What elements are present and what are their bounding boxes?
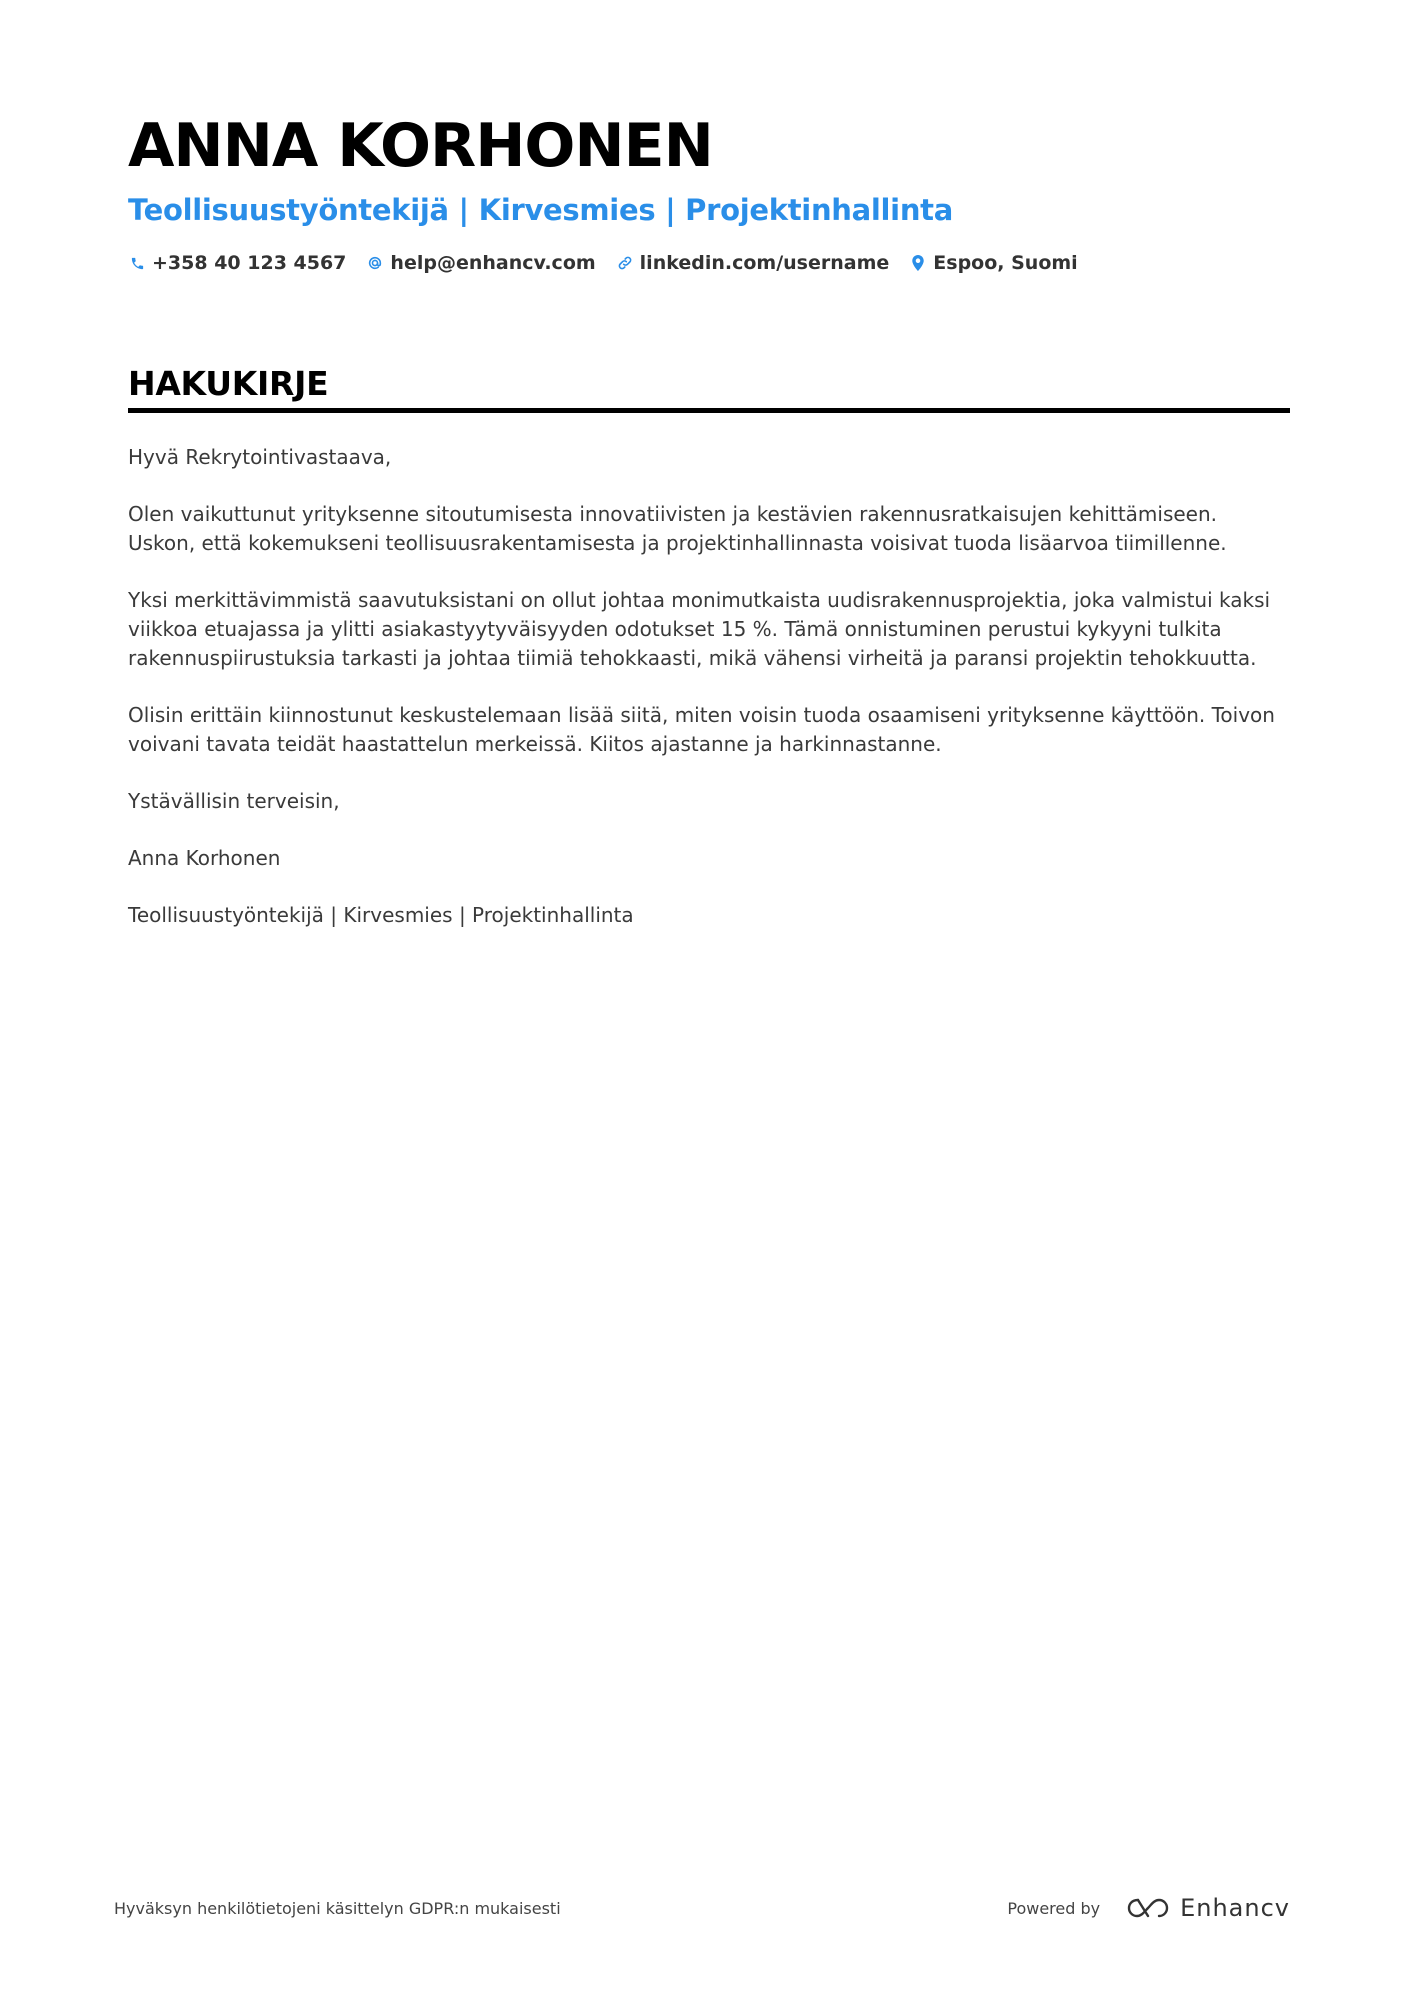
- page-footer: [114, 1894, 1290, 1922]
- candidate-name: ANNA KORHONEN: [128, 111, 713, 181]
- signature-title: Teollisuustyöntekijä | Kirvesmies | Projektinhallinta: [128, 903, 634, 927]
- section-divider: [128, 408, 1290, 413]
- signature-name: Anna Korhonen: [128, 846, 281, 870]
- letter-paragraph: Olisin erittäin kiinnostunut keskustelemaan lisää siitä, miten voisin tuoda osaamiseni yrityksenne käyttöön. Toivon voivani tavata teidät haastattelun merkeissä. Kiitos ajastanne ja harkinnastanne.: [128, 703, 1275, 756]
- location-pin-icon: [909, 254, 927, 272]
- link-icon: [616, 254, 634, 272]
- candidate-tagline: Teollisuustyöntekijä | Kirvesmies | Projektinhallinta: [128, 193, 954, 227]
- letter-closing: Ystävällisin terveisin,: [128, 789, 340, 813]
- contact-phone-text: +358 40 123 4567: [152, 252, 347, 274]
- letter-paragraph: Yksi merkittävimmistä saavutuksistani on ollut johtaa monimutkaista uudisrakennusprojektia, joka valmistui kaksi viikkoa etuajassa ja ylitti asiakastyytyväisyyden odotukset 15 %. Tämä onnistuminen perustui kykyyni tulkita rakennuspiirustuksia tarkasti ja johtaa tiimiä tehokkaasti, mikä vähensi virheitä ja paransi projektin tehokkuutta.: [128, 588, 1271, 670]
- contact-location: [909, 252, 1077, 274]
- phone-icon: [128, 254, 146, 272]
- contact-phone[interactable]: [128, 252, 346, 274]
- contact-location-text: Espoo, Suomi: [933, 252, 1078, 274]
- contact-email[interactable]: [366, 252, 595, 274]
- powered-by-label: Powered by: [1007, 1898, 1101, 1918]
- letter-paragraph: Olen vaikuttunut yrityksenne sitoutumisesta innovatiivisten ja kestävien rakennusratkaisujen kehittämiseen. Uskon, että kokemukseni teollisuusrakentamisesta ja projektinhallinnasta voisivat tuoda lisäarvoa tiimillenne.: [128, 502, 1227, 555]
- gdpr-consent-text: Hyväksyn henkilötietojeni käsittelyn GDPR:n mukaisesti: [114, 1898, 561, 1918]
- contact-linkedin-text: linkedin.com/username: [639, 252, 890, 274]
- enhancv-logo-icon: [1126, 1897, 1170, 1919]
- contact-linkedin[interactable]: [616, 252, 890, 274]
- letter-body: [128, 443, 1290, 930]
- letter-greeting: Hyvä Rekrytointivastaava,: [128, 445, 392, 469]
- cover-letter-page: [128, 110, 1290, 958]
- enhancv-brand-text: Enhancv: [1180, 1894, 1290, 1922]
- at-icon: [366, 254, 384, 272]
- enhancv-logo: [1126, 1894, 1290, 1922]
- contact-row: [128, 252, 1290, 274]
- section-title: HAKUKIRJE: [128, 364, 329, 403]
- powered-by[interactable]: [1007, 1894, 1290, 1922]
- contact-email-text: help@enhancv.com: [390, 252, 596, 274]
